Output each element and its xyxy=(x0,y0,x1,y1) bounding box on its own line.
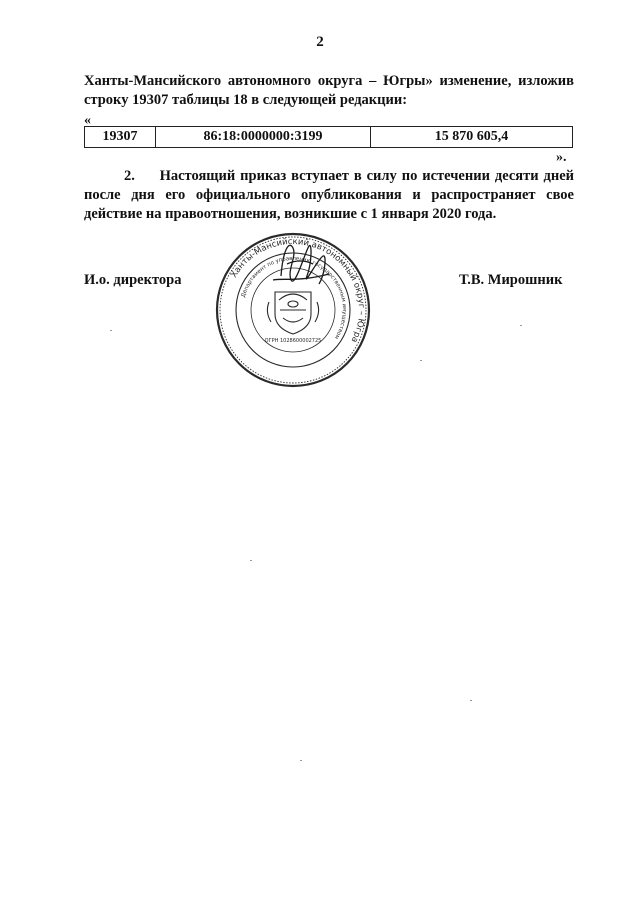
scan-speck xyxy=(470,700,472,701)
cadastral-number-cell: 86:18:0000000:3199 xyxy=(156,127,371,148)
page-number: 2 xyxy=(316,34,324,50)
signatory-name: Т.В. Мирошник xyxy=(459,272,563,288)
scan-speck xyxy=(300,760,302,761)
paragraph-2 xyxy=(84,167,574,224)
table-row xyxy=(85,127,573,148)
seal-inner-text: Департамент по управлению государственным имуществом xyxy=(240,255,348,340)
coat-of-arms-emblem xyxy=(267,292,318,334)
seal-outer-text: Ханты-Мансийский автономный округ – Югра xyxy=(229,236,367,345)
scan-speck xyxy=(520,325,522,326)
seal-number-text: ОГРН 1028600002725 xyxy=(264,338,322,344)
paragraph-1: Ханты-Мансийского автономного округа – Югры» изменение, изложив строку 19307 таблицы 18 в следующей редакции: xyxy=(84,73,574,108)
paragraph-2-text: Настоящий приказ вступает в силу по истечении десяти дней после дня его официального опубликования и распространяет свое действие на правоотношения, возникшие с 1 января 2020 года. xyxy=(84,168,574,222)
scan-speck xyxy=(250,560,252,561)
row-number-cell: 19307 xyxy=(85,127,156,148)
opening-quote: « xyxy=(84,113,91,128)
closing-quote: ». xyxy=(556,150,567,165)
scan-speck xyxy=(420,360,422,361)
paragraph-2-number: 2. xyxy=(124,168,135,184)
official-seal xyxy=(213,230,373,390)
cadastral-table xyxy=(84,126,573,148)
scan-speck xyxy=(110,330,112,331)
signatory-position: И.о. директора xyxy=(84,272,182,288)
value-cell: 15 870 605,4 xyxy=(371,127,573,148)
